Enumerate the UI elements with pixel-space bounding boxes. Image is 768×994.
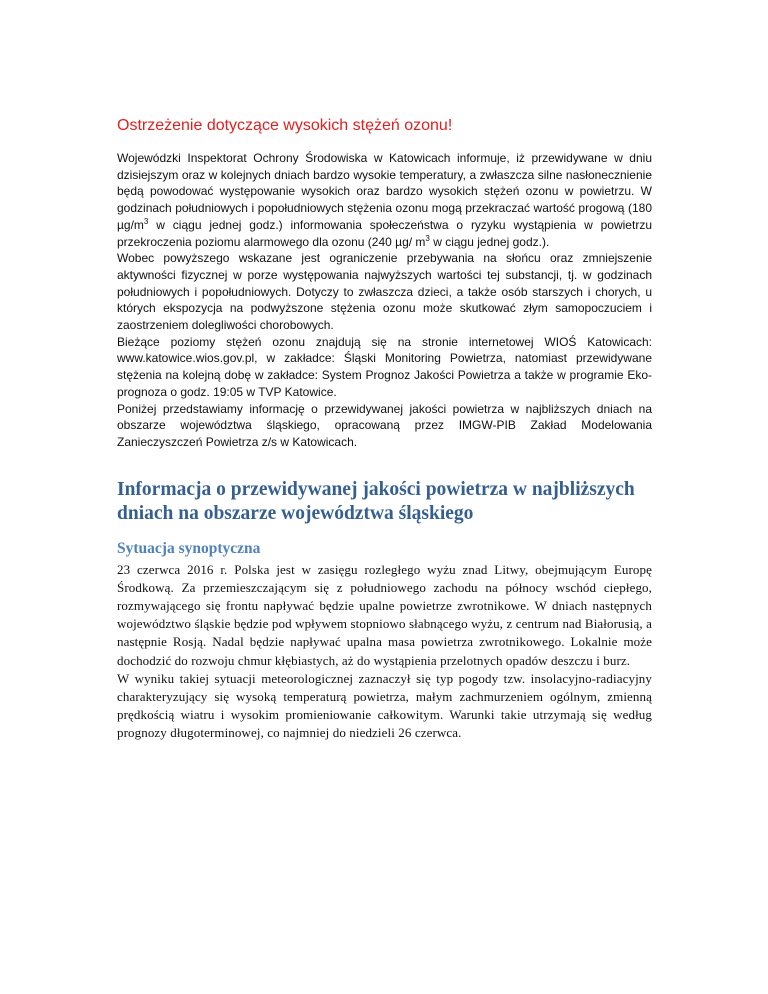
warning-paragraph-2: Wobec powyższego wskazane jest ograniczenie przebywania na słońcu oraz zmniejszenie aktywności fizycznej w porze występowania najwyższych wartości tej substancji, tj. w godzinach południowych i popołudniowych. Dotyczy to zwłaszcza dzieci, a także osób starszych i chorych, u których ekspozycja na podwyższone stężenia ozonu może skutkować złym samopoczuciem i zaostrzeniem dolegliwości chorobowych. [117, 251, 652, 333]
synoptic-paragraph-2: W wyniku takiej sytuacji meteorologicznej zaznaczył się typ pogody tzw. insolacyjno-radiacyjny charakteryzujący się wysoką temperaturą powietrza, małym zachmurzeniem ogólnym, zmienną prędkością wiatru i wysokim promieniowanie całkowitym. Warunki takie utrzymają się według prognozy długoterminowej, co najmniej do niedzieli 26 czerwca. [117, 670, 652, 741]
superscript-3: 3 [425, 233, 430, 243]
document-page [117, 116, 652, 743]
warning-body [117, 150, 652, 451]
synoptic-paragraph-1: 23 czerwca 2016 r. Polska jest w zasięgu rozległego wyżu znad Litwy, obejmującym Europę Środkową. Za przemieszczającym się z południowego zachodu na północy wschód ciepłego, rozmywającego się frontu napływać będzie upalne powietrze zwrotnikowe. W dniach następnych województwo śląskie będzie pod wpływem stopniowo słabnącego wyżu, z centrum nad Białorusią, a następnie Rosją. Nadal będzie napływać upalna masa powietrza zwrotnikowego. Lokalnie może dochodzić do rozwoju chmur kłębiastych, aż do wystąpienia przelotnych opadów deszczu i burz. [117, 561, 652, 668]
superscript-3: 3 [143, 216, 149, 226]
synoptic-body [117, 561, 652, 743]
warning-p1-text-c: w ciągu jednej godz.). [429, 234, 550, 249]
warning-paragraph-1 [117, 150, 652, 250]
main-heading: Informacja o przewidywanej jakości powietrza w najbliższych dniach na obszarze województwa śląskiego [117, 478, 635, 525]
warning-p1-text-a: Wojewódzki Inspektorat Ochrony Środowiska w Katowicach informuje, iż przewidywane w dniu dzisiejszym oraz w kolejnych dniach bardzo wysokie temperatury, a zwłaszcza silne nasłonecznienie będą powodować występowanie wysokich oraz bardzo wysokich stężeń ozonu w powietrzu. W godzinach południowych i popołudniowych stężenia ozonu mogą przekraczać wartość progową (180 µg/m [117, 151, 652, 232]
synoptic-heading: Sytuacja synoptyczna [117, 539, 261, 557]
warning-title: Ostrzeżenie dotyczące wysokich stężeń ozonu! [117, 117, 453, 134]
warning-paragraph-3: Bieżące poziomy stężeń ozonu znajdują się na stronie internetowej WIOŚ Katowicach: www.katowice.wios.gov.pl, w zakładce: Śląski Monitoring Powietrza, natomiast przewidywane stężenia na kolejną dobę w zakładce: System Prognoz Jakości Powietrza a także w programie Eko-prognoza o godz. 19:05 w TVP Katowice. [117, 334, 652, 399]
warning-p1-text-b: w ciągu jednej godz.) informowania społeczeństwa o ryzyku wystąpienia w powietrzu przekroczenia poziomu alarmowego dla ozonu (240 µg/ m [117, 217, 652, 249]
warning-paragraph-4: Poniżej przedstawiamy informację o przewidywanej jakości powietrza w najbliższych dniach na obszarze województwa śląskiego, opracowaną przez IMGW-PIB Zakład Modelowania Zanieczyszczeń Powietrza z/s w Katowicach. [117, 401, 652, 449]
